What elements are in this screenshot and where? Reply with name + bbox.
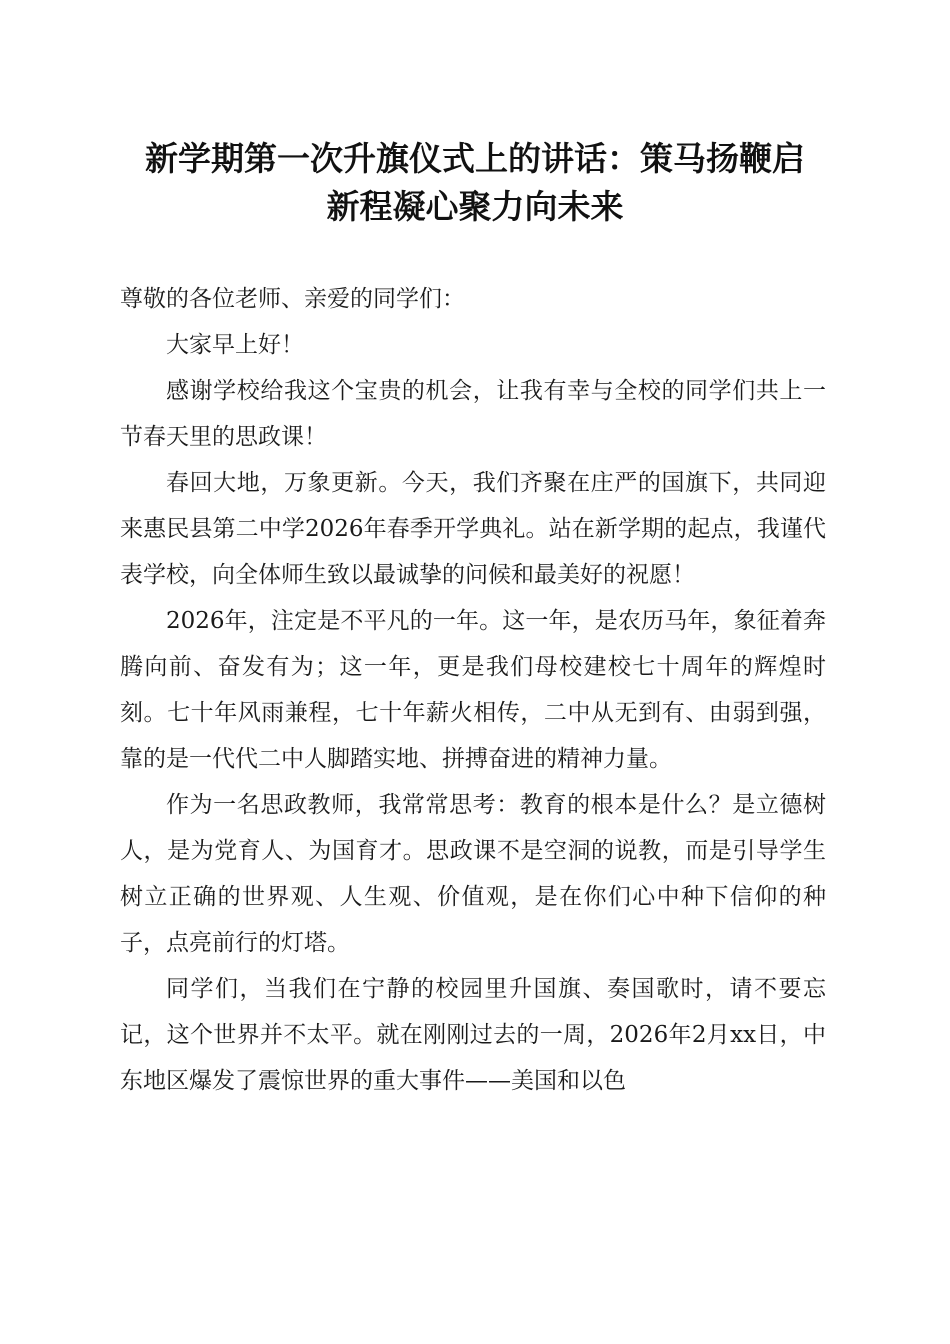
document-title-line-1: 新学期第一次升旗仪式上的讲话：策马扬鞭启	[145, 139, 805, 178]
paragraph-2026-anniversary: 2026年，注定是不平凡的一年。这一年，是农历马年，象征着奔腾向前、奋发有为；这一年，更是我们母校建校七十周年的辉煌时刻。七十年风雨兼程，七十年薪火相传，二中从无到有、由弱到强，靠的是一代代二中人脚踏实地、拼搏奋进的精神力量。	[120, 608, 826, 772]
salutation: 尊敬的各位老师、亲爱的同学们：	[120, 286, 465, 312]
paragraph-greeting: 大家早上好！	[166, 332, 304, 358]
document-title-line-2: 新程凝心聚力向未来	[326, 187, 624, 226]
paragraph-opening-ceremony: 春回大地，万象更新。今天，我们齐聚在庄严的国旗下，共同迎来惠民县第二中学2026年春季开学典礼。站在新学期的起点，我谨代表学校，向全体师生致以最诚挚的问候和最美好的祝愿！	[120, 470, 826, 588]
paragraph-thanks: 感谢学校给我这个宝贵的机会，让我有幸与全校的同学们共上一节春天里的思政课！	[120, 378, 826, 450]
paragraph-world-events: 同学们，当我们在宁静的校园里升国旗、奏国歌时，请不要忘记，这个世界并不太平。就在刚刚过去的一周，2026年2月xx日，中东地区爆发了震惊世界的重大事件——美国和以色	[120, 976, 826, 1094]
paragraph-education-purpose: 作为一名思政教师，我常常思考：教育的根本是什么？是立德树人，是为党育人、为国育才。思政课不是空洞的说教，而是引导学生树立正确的世界观、人生观、价值观，是在你们心中种下信仰的种子，点亮前行的灯塔。	[120, 792, 826, 956]
speech-body	[120, 276, 826, 1104]
